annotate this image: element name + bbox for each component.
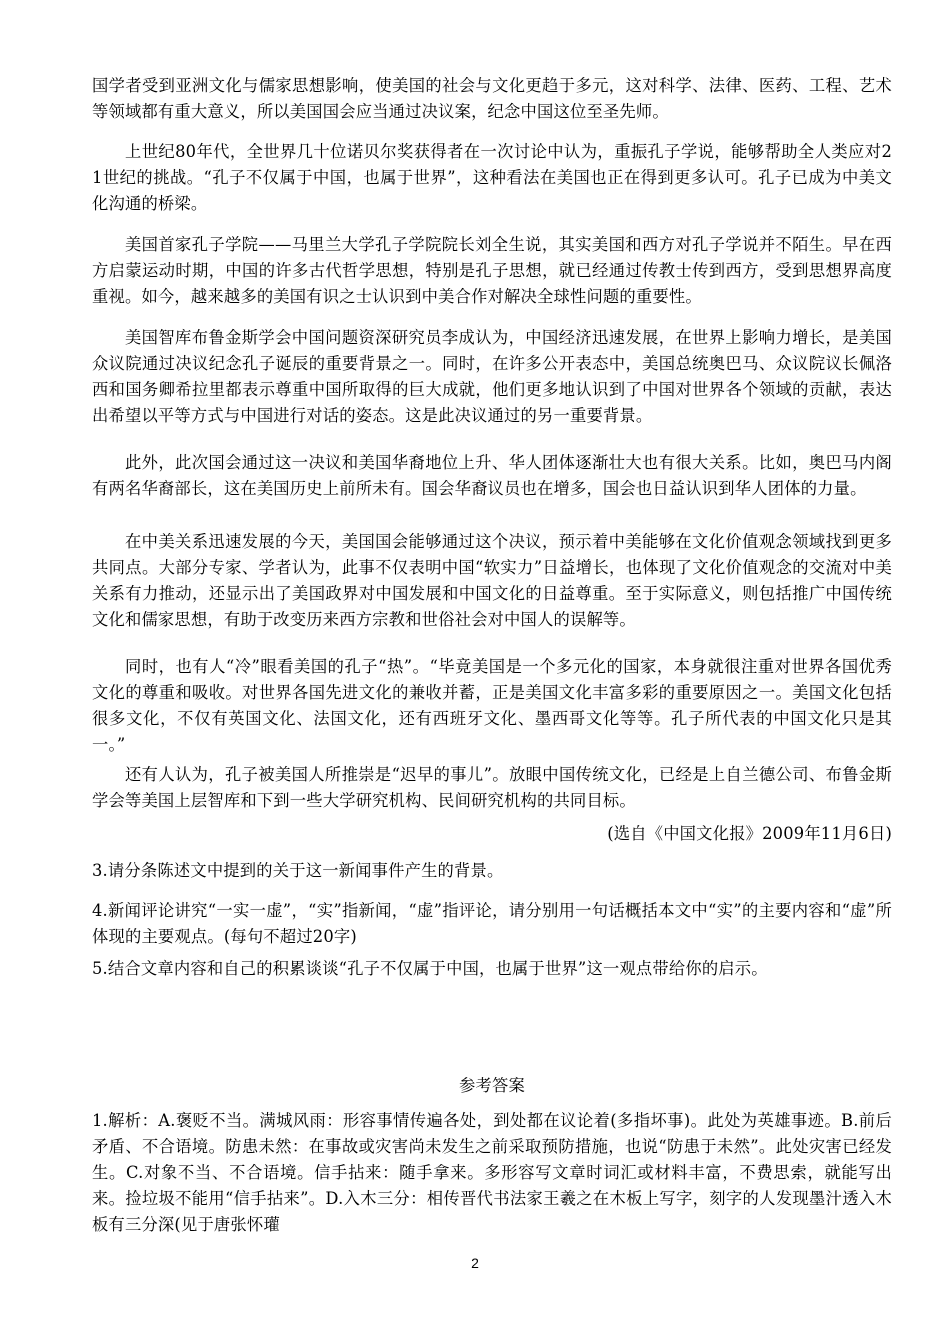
question-3: 3.请分条陈述文中提到的关于这一新闻事件产生的背景。 xyxy=(92,861,504,880)
paragraph-1: 国学者受到亚洲文化与儒家思想影响，使美国的社会与文化更趋于多元，这对科学、法律、医药、工程、艺术等领域都有重大意义，所以美国国会应当通过决议案，纪念中国这位至圣先师。 xyxy=(92,76,892,121)
page-number: 2 xyxy=(471,1255,479,1271)
paragraph-6: 在中美关系迅速发展的今天，美国国会能够通过这个决议，预示着中美能够在文化价值观念领域找到更多共同点。大部分专家、学者认为，此事不仅表明中国“软实力”日益增长，也体现了文化价值观念的交流对中美关系有力推动，还显示出了美国政界对中国发展和中国文化的日益尊重。至于实际意义，则包括推广中国传统文化和儒家思想，有助于改变历来西方宗教和世俗社会对中国人的误解等。 xyxy=(92,532,892,629)
paragraph-5: 此外，此次国会通过这一决议和美国华裔地位上升、华人团体逐渐壮大也有很大关系。比如，奥巴马内阁有两名华裔部长，这在美国历史上前所未有。国会华裔议员也在增多，国会也日益认识到华人团体的力量。 xyxy=(92,453,892,498)
source-citation: (选自《中国文化报》2009年11月6日) xyxy=(607,824,892,843)
question-5: 5.结合文章内容和自己的积累谈谈“孔子不仅属于中国，也属于世界”这一观点带给你的启示。 xyxy=(92,959,768,978)
answer-text: 1.解析：A.褒贬不当。满城风雨：形容事情传遍各处，到处都在议论着(多指坏事)。此处为英雄事迹。B.前后矛盾、不合语境。防患未然：在事故或灾害尚未发生之前采取预防措施，也说“防患于未然”。此处灾害已经发生。C.对象不当、不合语境。信手拈来：随手拿来。多形容写文章时词汇或材料丰富，不费思索，就能写出来。捡垃圾不能用“信手拈来”。D.入木三分：相传晋代书法家王羲之在木板上写字，刻字的人发现墨汁透入木板有三分深(见于唐张怀瓘 xyxy=(92,1111,892,1234)
question-4: 4.新闻评论讲究“一实一虚”，“实”指新闻，“虚”指评论，请分别用一句话概括本文中“实”的主要内容和“虚”所体现的主要观点。(每句不超过20字) xyxy=(92,901,892,946)
paragraph-8: 还有人认为，孔子被美国人所推崇是“迟早的事儿”。放眼中国传统文化，已经是上自兰德公司、布鲁金斯学会等美国上层智库和下到一些大学研究机构、民间研究机构的共同目标。 xyxy=(92,765,892,810)
paragraph-2: 上世纪80年代，全世界几十位诺贝尔奖获得者在一次讨论中认为，重振孔子学说，能够帮助全人类应对21世纪的挑战。“孔子不仅属于中国，也属于世界”，这种看法在美国也正在得到更多认可。孔子已成为中美文化沟通的桥梁。 xyxy=(92,142,892,213)
answer-heading: 参考答案 xyxy=(459,1076,525,1095)
paragraph-3: 美国首家孔子学院——马里兰大学孔子学院院长刘全生说，其实美国和西方对孔子学说并不陌生。早在西方启蒙运动时期，中国的许多古代哲学思想，特别是孔子思想，就已经通过传教士传到西方，受到思想界高度重视。如今，越来越多的美国有识之士认识到中美合作对解决全球性问题的重要性。 xyxy=(92,235,892,306)
paragraph-7: 同时，也有人“冷”眼看美国的孔子“热”。“毕竟美国是一个多元化的国家，本身就很注重对世界各国优秀文化的尊重和吸收。对世界各国先进文化的兼收并蓄，正是美国文化丰富多彩的重要原因之一。美国文化包括很多文化，不仅有英国文化、法国文化，还有西班牙文化、墨西哥文化等等。孔子所代表的中国文化只是其一。” xyxy=(92,657,892,754)
paragraph-4: 美国智库布鲁金斯学会中国问题资深研究员李成认为，中国经济迅速发展，在世界上影响力增长，是美国众议院通过决议纪念孔子诞辰的重要背景之一。同时，在许多公开表态中，美国总统奥巴马、众议院议长佩洛西和国务卿希拉里都表示尊重中国所取得的巨大成就，他们更多地认识到了中国对世界各个领域的贡献，表达出希望以平等方式与中国进行对话的姿态。这是此决议通过的另一重要背景。 xyxy=(92,328,892,425)
